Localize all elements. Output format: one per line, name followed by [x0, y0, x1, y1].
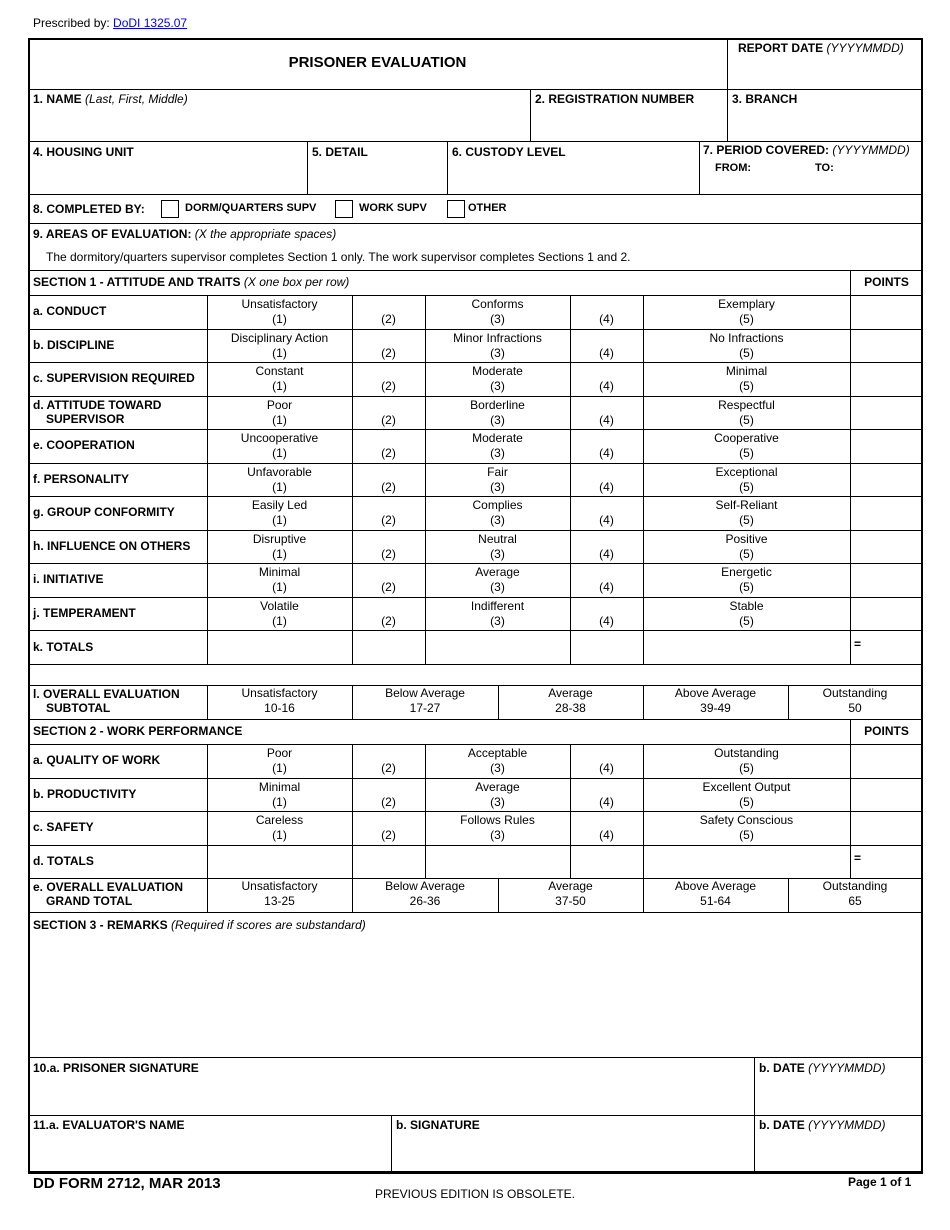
overall-range: Average 37-50: [548, 879, 593, 908]
score-option[interactable]: Minimal (5): [725, 364, 768, 393]
score-option[interactable]: No Infractions (5): [709, 330, 784, 360]
section2-totals-label: d. TOTALS: [33, 854, 94, 868]
score-option[interactable]: Acceptable (3): [467, 746, 528, 775]
other-option-label: OTHER: [468, 202, 507, 214]
score-option[interactable]: Minor Infractions (3): [453, 330, 542, 360]
score-option[interactable]: (2): [381, 828, 396, 842]
section2-title: SECTION 2 - WORK PERFORMANCE: [33, 724, 243, 738]
score-option[interactable]: (4): [599, 580, 614, 594]
score-option[interactable]: Moderate (3): [472, 431, 523, 460]
row-label: g. GROUP CONFORMITY: [33, 505, 175, 519]
registration-label: 2. REGISTRATION NUMBER: [535, 92, 695, 106]
prescribed-by: [33, 16, 187, 30]
score-option[interactable]: Indifferent (3): [470, 598, 525, 628]
to-label: TO:: [815, 162, 834, 174]
score-option[interactable]: Excellent Output (5): [702, 779, 791, 809]
score-option[interactable]: Exceptional (5): [715, 464, 778, 494]
points-field[interactable]: [851, 745, 921, 777]
section3-title: SECTION 3 - REMARKS (Required if scores are substandard): [33, 918, 366, 932]
detail-label: 5. DETAIL: [312, 145, 368, 159]
points-field[interactable]: [851, 430, 921, 462]
score-option[interactable]: Unfavorable (1): [247, 464, 312, 494]
score-option[interactable]: Moderate (3): [472, 364, 523, 393]
row-label: f. PERSONALITY: [33, 471, 130, 486]
prisoner-date-label: b. DATE (YYYYMMDD): [759, 1061, 886, 1075]
section1-title: SECTION 1 - ATTITUDE AND TRAITS (X one box per row): [33, 275, 350, 289]
prescribed-prefix: Prescribed by:: [33, 16, 110, 30]
score-option[interactable]: Unsatisfactory (1): [241, 297, 318, 326]
prisoner-signature-field[interactable]: [30, 1078, 753, 1115]
row-label: b. DISCIPLINE: [33, 337, 115, 352]
evaluator-date-label: b. DATE (YYYYMMDD): [759, 1118, 886, 1132]
overall-range: Outstanding 50: [822, 686, 888, 715]
score-option[interactable]: Fair (3): [487, 464, 508, 494]
score-option[interactable]: (2): [381, 479, 396, 494]
score-option[interactable]: (4): [599, 546, 614, 561]
points-field[interactable]: [851, 497, 921, 529]
score-option[interactable]: (2): [381, 446, 396, 460]
score-option[interactable]: Easily Led (1): [251, 498, 308, 527]
remarks-field[interactable]: [30, 936, 921, 1056]
overall-range: Average 28-38: [548, 686, 593, 715]
score-option[interactable]: (2): [381, 412, 396, 427]
custody-field[interactable]: [448, 160, 698, 193]
work-supv-checkbox[interactable]: [335, 200, 353, 218]
detail-field[interactable]: [308, 160, 446, 193]
points-field[interactable]: [851, 330, 921, 362]
areas-label: 9. AREAS OF EVALUATION: (X the appropriate spaces): [33, 227, 337, 241]
section1-totals-label: k. TOTALS: [33, 640, 94, 654]
completed-by-label: 8. COMPLETED BY:: [33, 202, 145, 216]
score-option[interactable]: Uncooperative (1): [240, 431, 319, 460]
row-label: e. COOPERATION: [33, 438, 135, 452]
score-option[interactable]: (2): [381, 794, 396, 809]
row-label: a. CONDUCT: [33, 304, 107, 318]
evaluator-signature-label: b. SIGNATURE: [396, 1118, 480, 1132]
score-option[interactable]: Volatile (1): [260, 598, 299, 628]
score-option[interactable]: (4): [599, 761, 614, 775]
points-field[interactable]: [851, 363, 921, 395]
points-field[interactable]: [851, 812, 921, 844]
section2-overall-label: e. OVERALL EVALUATION GRAND TOTAL: [33, 880, 184, 908]
score-option[interactable]: Disciplinary Action (1): [230, 330, 329, 360]
points-field[interactable]: [851, 531, 921, 563]
registration-field[interactable]: [531, 108, 726, 140]
score-option[interactable]: Complies (3): [472, 498, 523, 527]
score-option[interactable]: (2): [381, 613, 396, 628]
score-option[interactable]: (4): [599, 412, 614, 427]
points-field[interactable]: [851, 779, 921, 811]
overall-range: Above Average 51-64: [674, 879, 757, 908]
row-label: h. INFLUENCE ON OTHERS: [33, 538, 191, 553]
row-label: j. TEMPERAMENT: [33, 605, 136, 620]
score-option[interactable]: Poor (1): [266, 397, 293, 427]
score-option[interactable]: (2): [381, 513, 396, 527]
overall-range: Unsatisfactory 13-25: [241, 879, 318, 908]
score-option[interactable]: (2): [381, 546, 396, 561]
form-id: DD FORM 2712, MAR 2013: [33, 1175, 221, 1192]
areas-note: The dormitory/quarters supervisor completes Section 1 only. The work supervisor completes Sections 1 and 2.: [46, 250, 631, 264]
overall-range: Outstanding 65: [822, 879, 888, 908]
score-option[interactable]: (2): [381, 580, 396, 594]
row-label: a. QUALITY OF WORK: [33, 753, 161, 767]
score-option[interactable]: (2): [381, 761, 396, 775]
totals-equals: =: [854, 851, 862, 865]
obsolete-notice: PREVIOUS EDITION IS OBSOLETE.: [374, 1187, 576, 1201]
points-field[interactable]: [851, 464, 921, 496]
name-field[interactable]: [30, 108, 529, 140]
score-option[interactable]: Self-Reliant (5): [715, 498, 778, 527]
report-date-field[interactable]: [728, 58, 921, 89]
score-option[interactable]: Minimal (1): [258, 779, 301, 809]
points-field[interactable]: [851, 598, 921, 630]
branch-label: 3. BRANCH: [732, 92, 798, 106]
section1-overall-label: l. OVERALL EVALUATION SUBTOTAL: [33, 687, 180, 715]
score-option[interactable]: (2): [381, 345, 396, 360]
totals-field[interactable]: [866, 846, 921, 877]
custody-label: 6. CUSTODY LEVEL: [452, 145, 566, 159]
score-option[interactable]: (4): [599, 479, 614, 494]
score-option[interactable]: Exemplary (5): [718, 297, 775, 326]
work-supv-option-label: WORK SUPV: [359, 202, 427, 214]
points-field[interactable]: [851, 564, 921, 596]
row-label: d. ATTITUDE TOWARD SUPERVISOR: [33, 397, 162, 426]
score-option[interactable]: (4): [599, 613, 614, 628]
evaluator-name-field[interactable]: [30, 1135, 389, 1172]
from-label: FROM:: [715, 162, 752, 174]
score-option[interactable]: (4): [599, 794, 614, 809]
row-label: c. SUPERVISION REQUIRED: [33, 371, 195, 385]
score-option[interactable]: (4): [599, 379, 614, 393]
score-option[interactable]: (2): [381, 312, 396, 326]
section2-points-label: POINTS: [864, 724, 909, 738]
overall-range: Below Average 17-27: [385, 686, 465, 715]
score-option[interactable]: Safety Conscious (5): [699, 813, 794, 842]
score-option[interactable]: Average (3): [475, 779, 520, 809]
overall-range: Below Average 26-36: [385, 879, 465, 908]
points-field[interactable]: [851, 296, 921, 328]
report-date-label: REPORT DATE (YYYYMMDD): [738, 41, 904, 55]
score-option[interactable]: Borderline (3): [470, 397, 525, 427]
score-option[interactable]: (2): [381, 379, 396, 393]
other-checkbox[interactable]: [447, 200, 465, 218]
score-option[interactable]: Average (3): [475, 565, 520, 594]
prisoner-signature-label: 10.a. PRISONER SIGNATURE: [33, 1061, 199, 1075]
dorm-option-label: DORM/QUARTERS SUPV: [185, 202, 317, 214]
to-field[interactable]: [836, 160, 920, 178]
score-option[interactable]: Respectful (5): [718, 397, 775, 427]
score-option[interactable]: (4): [599, 446, 614, 460]
name-label: 1. NAME (Last, First, Middle): [33, 92, 188, 106]
score-option[interactable]: (4): [599, 312, 614, 326]
overall-range: Unsatisfactory 10-16: [241, 686, 318, 715]
score-option[interactable]: Minimal (1): [258, 565, 301, 594]
score-option[interactable]: (4): [599, 513, 614, 527]
score-option[interactable]: Follows Rules (3): [460, 813, 535, 842]
score-option[interactable]: Poor (1): [266, 746, 293, 775]
housing-label: 4. HOUSING UNIT: [33, 145, 134, 159]
section1-points-label: POINTS: [864, 275, 909, 289]
score-option[interactable]: Disruptive (1): [252, 531, 307, 561]
score-option[interactable]: Neutral (3): [478, 531, 517, 561]
score-option[interactable]: (4): [599, 828, 614, 842]
period-label: 7. PERIOD COVERED: (YYYYMMDD): [703, 143, 910, 157]
dodi-link[interactable]: DoDI 1325.07: [113, 16, 188, 30]
score-option[interactable]: Positive (5): [725, 531, 768, 561]
score-option[interactable]: Constant (1): [255, 364, 304, 393]
totals-equals: =: [854, 637, 862, 651]
row-label: c. SAFETY: [33, 820, 94, 834]
page-number: Page 1 of 1: [848, 1175, 912, 1189]
score-option[interactable]: Cooperative (5): [714, 431, 779, 460]
totals-field[interactable]: [866, 632, 921, 663]
score-option[interactable]: Careless (1): [255, 813, 304, 842]
prisoner-date-field[interactable]: [755, 1078, 921, 1115]
score-option[interactable]: (4): [599, 345, 614, 360]
housing-field[interactable]: [30, 160, 306, 193]
row-label: i. INITIATIVE: [33, 572, 104, 586]
evaluator-date-field[interactable]: [755, 1135, 921, 1172]
evaluator-signature-field[interactable]: [392, 1135, 753, 1172]
points-field[interactable]: [851, 397, 921, 429]
score-option[interactable]: Energetic (5): [721, 565, 772, 594]
branch-field[interactable]: [728, 108, 921, 140]
overall-range: Above Average 39-49: [674, 686, 757, 715]
form-title: PRISONER EVALUATION: [288, 54, 467, 71]
score-option[interactable]: Stable (5): [729, 598, 764, 628]
evaluator-name-label: 11.a. EVALUATOR'S NAME: [33, 1118, 185, 1132]
row-label: b. PRODUCTIVITY: [33, 786, 137, 801]
score-option[interactable]: Outstanding (5): [714, 746, 779, 775]
dorm-checkbox[interactable]: [161, 200, 179, 218]
score-option[interactable]: Conforms (3): [471, 297, 524, 326]
from-field[interactable]: [752, 160, 812, 178]
